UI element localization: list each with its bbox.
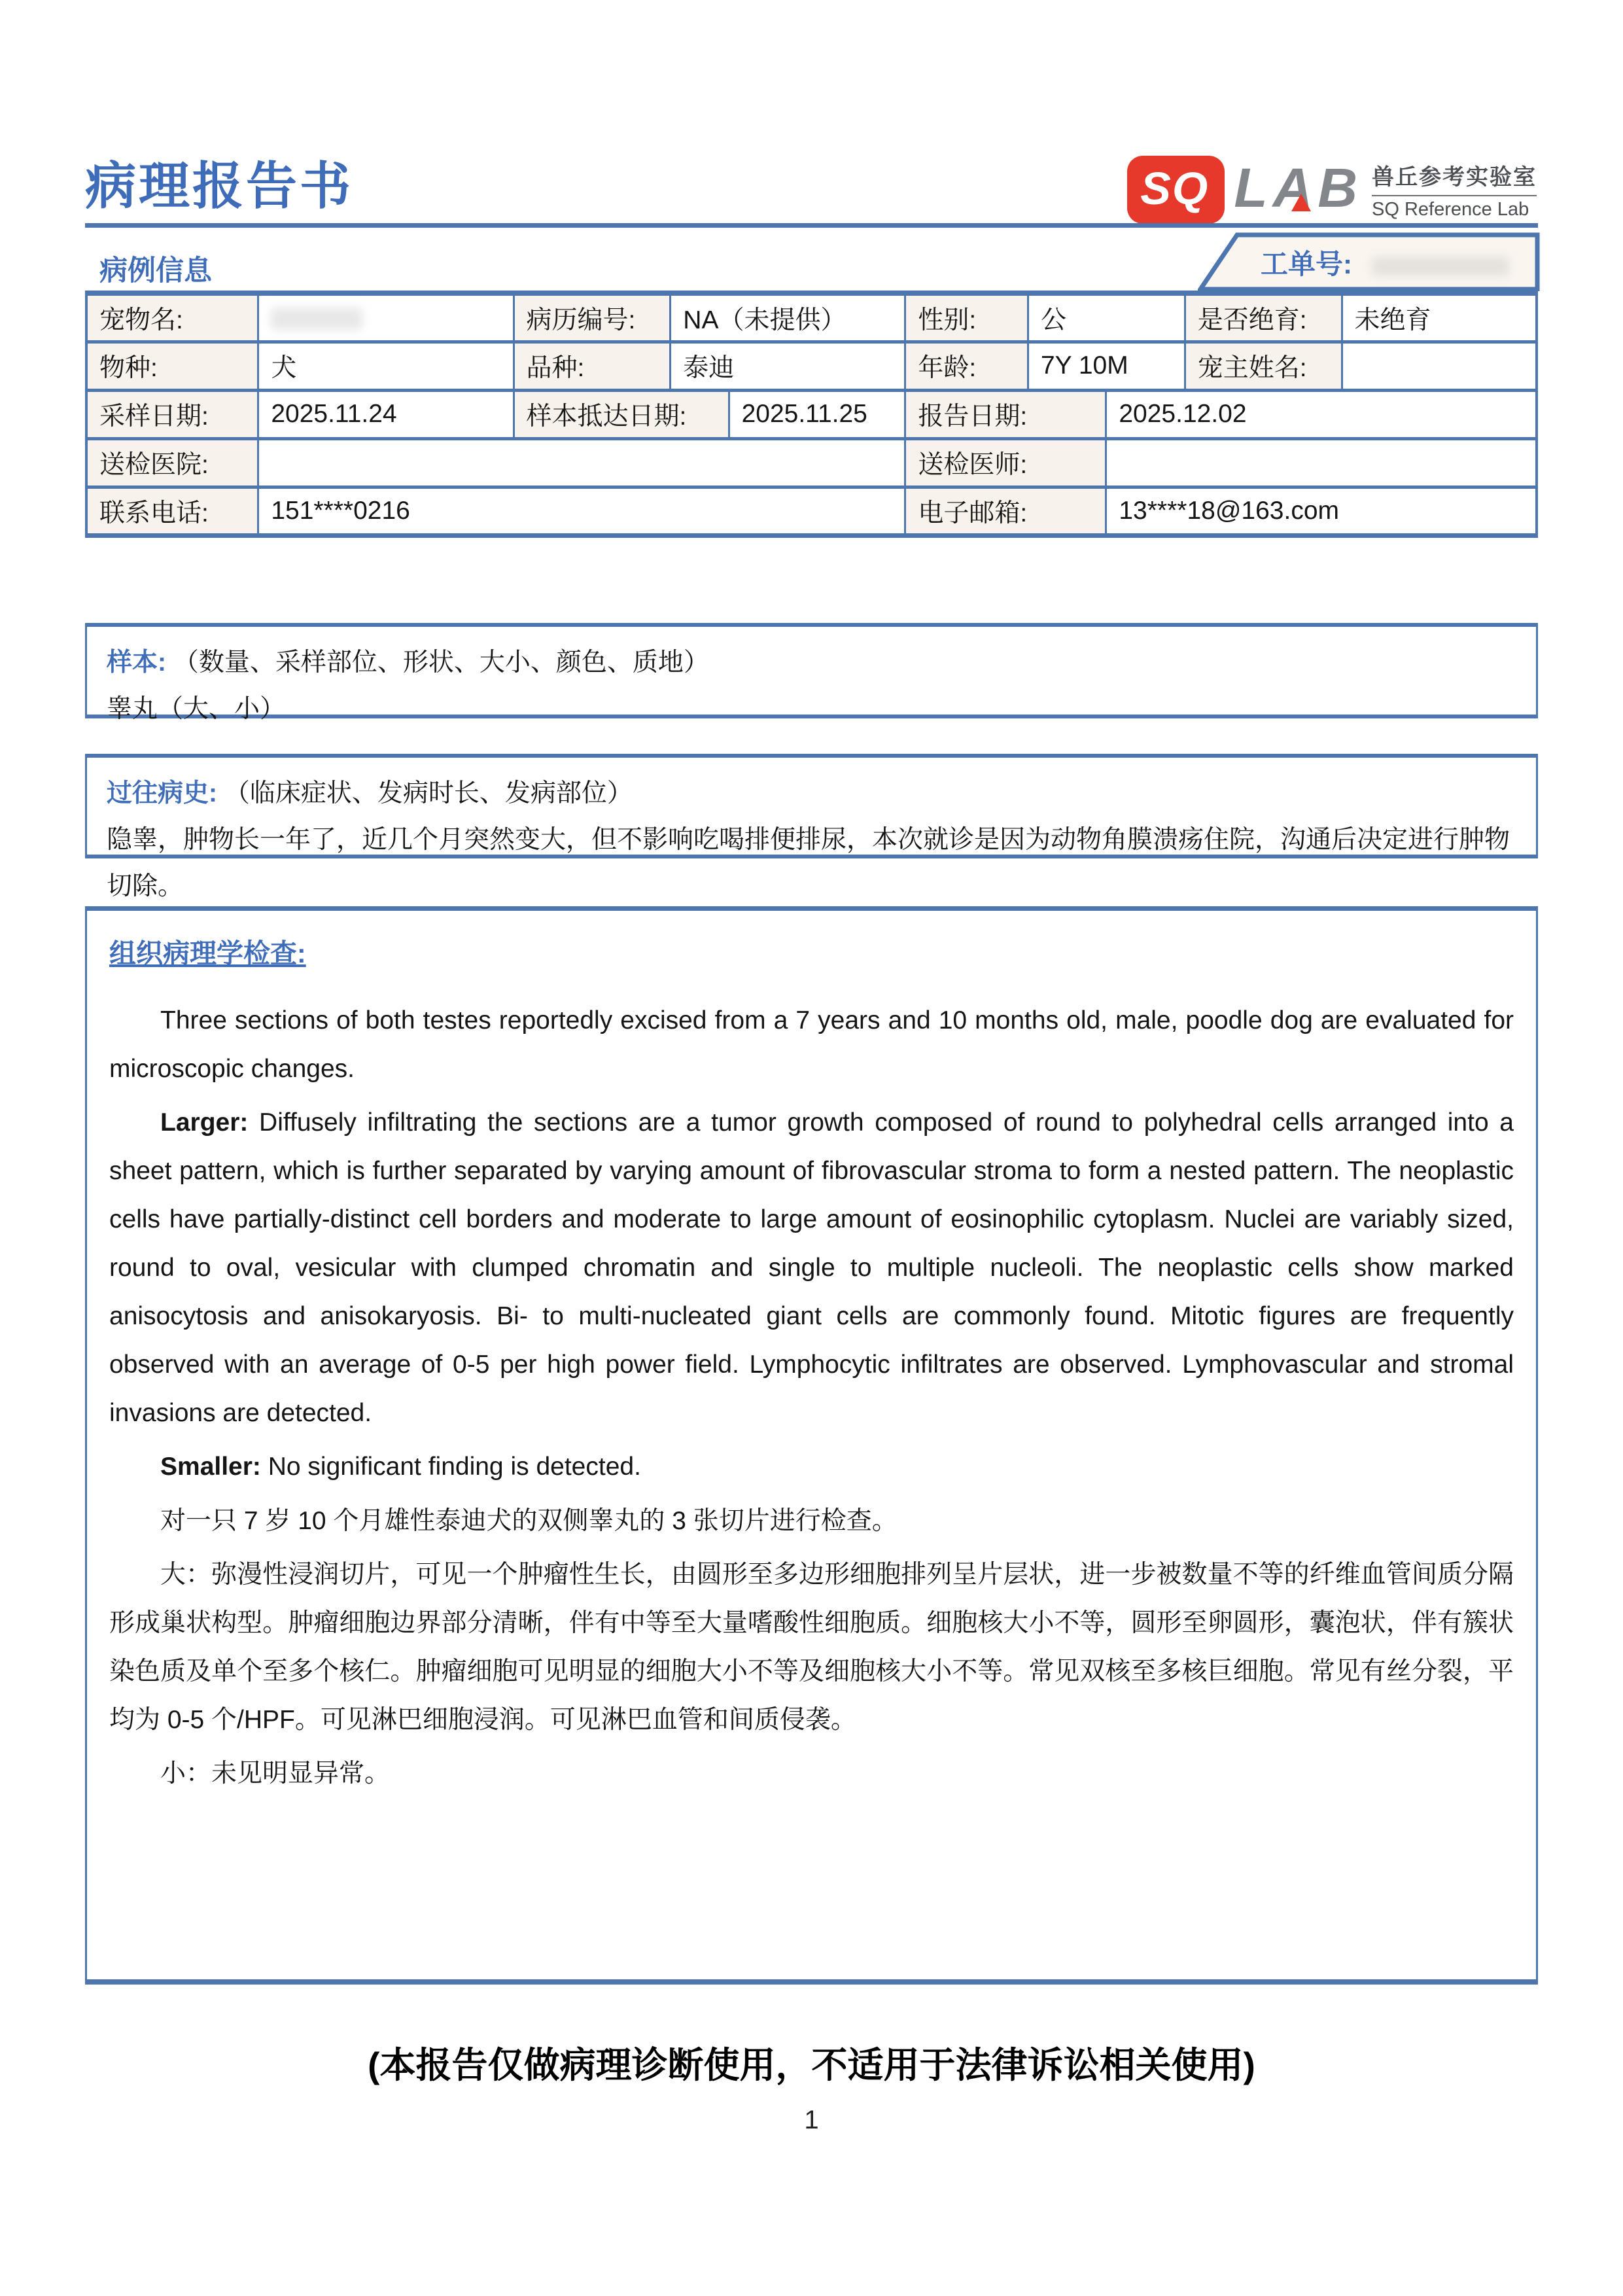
logo-names (1372, 159, 1537, 221)
work-order-redacted-value (1372, 256, 1509, 276)
histo-paragraph (109, 1551, 1514, 1744)
sampling-date-value: 2025.11.24 (258, 390, 514, 438)
page-number: 1 (804, 2106, 819, 2134)
pet-name-value (258, 293, 514, 342)
logo-triangle-icon (1291, 194, 1311, 211)
phone-value: 151****0216 (258, 487, 905, 535)
sex-label: 性别: (905, 293, 1028, 342)
section-title-case-info: 病例信息 (99, 255, 212, 287)
history-section (85, 754, 1538, 900)
histo-paragraph (109, 1099, 1514, 1438)
phone-label: 联系电话: (86, 487, 258, 535)
history-header-line (107, 771, 1516, 817)
sample-hint: （数量、采样部位、形状、大小、颜色、质地） (173, 648, 709, 677)
title-divider (85, 223, 1538, 228)
email-value: 13****18@163.com (1106, 487, 1537, 535)
sampling-date-label: 采样日期: (86, 390, 258, 438)
email-label: 电子邮箱: (905, 487, 1106, 535)
lab-logo (1127, 156, 1537, 224)
species-value: 犬 (258, 342, 514, 390)
breed-value: 泰迪 (671, 342, 905, 390)
histo-paragraph (109, 997, 1514, 1093)
work-order-label (1261, 243, 1509, 282)
sex-value: 公 (1028, 293, 1185, 342)
owner-label: 宠主姓名: (1185, 342, 1342, 390)
page-title: 病理报告书 (85, 157, 354, 215)
sample-section (85, 623, 1538, 723)
sample-header-line (107, 640, 1516, 686)
owner-value (1342, 342, 1537, 390)
logo-sq-badge: SQ (1127, 156, 1225, 224)
case-info-table (85, 291, 1538, 538)
table-row (86, 342, 1537, 390)
work-order-label-text: 工单号: (1261, 249, 1352, 279)
histopathology-heading: 组织病理学检查: (109, 938, 306, 968)
sample-label: 样本: (107, 648, 166, 677)
vet-label: 送检医师: (905, 438, 1106, 487)
paragraph-lead: Larger: (160, 1108, 249, 1137)
arrival-date-label: 样本抵达日期: (514, 390, 729, 438)
table-row (86, 438, 1537, 487)
histo-paragraph (109, 1443, 1514, 1491)
age-value: 7Y 10M (1028, 342, 1185, 390)
sample-value: 睾丸（大、小） (107, 694, 286, 723)
histopathology-section (85, 906, 1538, 1985)
table-row (86, 390, 1537, 438)
histo-paragraph (109, 1497, 1514, 1545)
work-order-tab (1198, 232, 1541, 291)
vet-value (1106, 438, 1537, 487)
hospital-value (258, 438, 905, 487)
paragraph-text: 小：未见明显异常。 (160, 1759, 391, 1788)
history-value: 隐睾，肿物长一年了，近几个月突然变大，但不影响吃喝排便排尿，本次就诊是因为动物角膜溃疡住院，沟通后决定进行肿物切除。 (107, 825, 1510, 900)
logo-lab-letters: LAB (1234, 157, 1363, 219)
pet-name-redacted (271, 308, 362, 330)
record-no-value: NA（未提供） (671, 293, 905, 342)
record-no-label: 病历编号: (514, 293, 671, 342)
paragraph-lead: Smaller: (160, 1453, 261, 1481)
logo-en-name: SQ Reference Lab (1372, 199, 1529, 220)
neutered-value: 未绝育 (1342, 293, 1537, 342)
age-label: 年龄: (905, 342, 1028, 390)
footer-disclaimer: (本报告仅做病理诊断使用，不适用于法律诉讼相关使用) (368, 2045, 1255, 2085)
history-label: 过往病史: (107, 779, 217, 807)
history-hint: （临床症状、发病时长、发病部位） (224, 779, 633, 807)
pet-name-label: 宠物名: (86, 293, 258, 342)
hospital-label: 送检医院: (86, 438, 258, 487)
table-row (86, 487, 1537, 535)
table-row (86, 293, 1537, 342)
logo-lab-text (1234, 157, 1363, 219)
histo-paragraph (109, 1750, 1514, 1798)
logo-cn-name: 兽丘参考实验室 (1372, 159, 1537, 196)
breed-label: 品种: (514, 342, 671, 390)
species-label: 物种: (86, 342, 258, 390)
paragraph-text: 大：弥漫性浸润切片，可见一个肿瘤性生长，由圆形至多边形细胞排列呈片层状，进一步被数量不等的纤维血管间质分隔形成巢状构型。肿瘤细胞边界部分清晰，伴有中等至大量嗜酸性细胞质。细胞核大小不等，圆形至卵圆形，囊泡状，伴有簇状染色质及单个至多个核仁。肿瘤细胞可见明显的细胞大小不等及细胞核大小不等。常见双核至多核巨细胞。常见有丝分裂，平均为 0-5 个/HPF。可见淋巴细胞浸润。可见淋巴血管和间质侵袭。 (109, 1560, 1514, 1734)
paragraph-text: 对一只 7 岁 10 个月雄性泰迪犬的双侧睾丸的 3 张切片进行检查。 (160, 1506, 898, 1535)
paragraph-text: No significant finding is detected. (260, 1453, 641, 1481)
report-date-label: 报告日期: (905, 390, 1106, 438)
neutered-label: 是否绝育: (1185, 293, 1342, 342)
arrival-date-value: 2025.11.25 (729, 390, 905, 438)
paragraph-text: Three sections of both testes reportedly excised from a 7 years and 10 months old, male, poodle dog are evaluated for microscopic changes. (109, 1006, 1514, 1083)
paragraph-text: Diffusely infiltrating the sections are a tumor growth composed of round to polyhedral cells arranged into a sheet pattern, which is further separated by varying amount of fibrovascular stroma to form a nested pattern. The neoplastic cells have partially-distinct cell borders and moderate to large amount of eosinophilic cytoplasm. Nuclei are variably sized, round to oval, vesicular with clumped chromatin and single to multiple nucleoli. The neoplastic cells show marked anisocytosis and anisokaryosis. Bi- to multi-nucleated giant cells are commonly found. Mitotic figures are frequently observed with an average of 0-5 per high power field. Lymphocytic infiltrates are observed. Lymphovascular and stromal invasions are detected. (109, 1108, 1514, 1428)
report-date-value: 2025.12.02 (1106, 390, 1537, 438)
